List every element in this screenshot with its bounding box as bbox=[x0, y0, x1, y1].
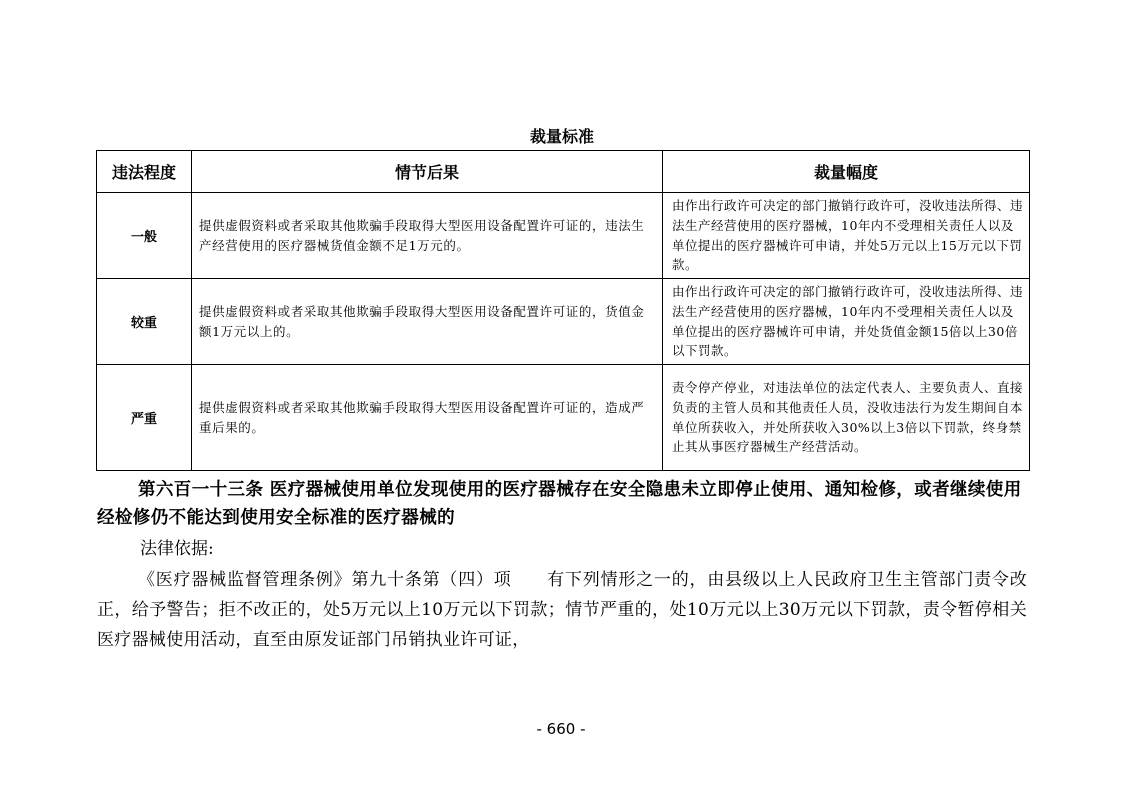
circumstances-cell: 提供虚假资料或者采取其他欺骗手段取得大型医用设备配置许可证的，货值金额1万元以上的。 bbox=[192, 279, 663, 365]
penalty-cell: 由作出行政许可决定的部门撤销行政许可，没收违法所得、违法生产经营使用的医疗器械，10年内不受理相关责任人以及单位提出的医疗器械许可申请，并处5万元以上15万元以下罚款。 bbox=[663, 193, 1030, 279]
article-heading: 第六百一十三条 医疗器械使用单位发现使用的医疗器械存在安全隐患未立即停止使用、通知检修，或者继续使用经检修仍不能达到使用安全标准的医疗器械的 bbox=[97, 480, 1022, 528]
circumstances-cell: 提供虚假资料或者采取其他欺骗手段取得大型医用设备配置许可证的，违法生产经营使用的医疗器械货值金额不足1万元的。 bbox=[192, 193, 663, 279]
page-number: - 660 - bbox=[536, 720, 586, 738]
table-row bbox=[97, 193, 1030, 279]
table-header-row bbox=[97, 151, 1030, 193]
penalty-cell: 责令停产停业，对违法单位的法定代表人、主要负责人、直接负责的主管人员和其他责任人员，没收违法行为发生期间自本单位所获收入，并处所获收入30%以上3倍以下罚款，终身禁止其从事医疗器械生产经营活动。 bbox=[663, 365, 1030, 471]
header-degree: 违法程度 bbox=[97, 151, 192, 193]
degree-cell: 较重 bbox=[97, 279, 192, 365]
degree-cell: 严重 bbox=[97, 365, 192, 471]
legal-basis-text: 《医疗器械监督管理条例》第九十条第（四）项 有下列情形之一的，由县级以上人民政府卫生主管部门责令改正，给予警告；拒不改正的，处5万元以上10万元以下罚款；情节严重的，处10万元以上30万元以下罚款，责令暂停相关医疗器械使用活动，直至由原发证部门吊销执业许可证， bbox=[97, 570, 1027, 650]
table-row bbox=[97, 279, 1030, 365]
discretion-standard-table bbox=[96, 150, 1030, 471]
table-row bbox=[97, 365, 1030, 471]
header-penalty: 裁量幅度 bbox=[663, 151, 1030, 193]
penalty-cell: 由作出行政许可决定的部门撤销行政许可，没收违法所得、违法生产经营使用的医疗器械，10年内不受理相关责任人以及单位提出的医疗器械许可申请，并处货值金额15倍以上30倍以下罚款。 bbox=[663, 279, 1030, 365]
legal-basis-label: 法律依据: bbox=[140, 539, 214, 559]
degree-cell: 一般 bbox=[97, 193, 192, 279]
circumstances-cell: 提供虚假资料或者采取其他欺骗手段取得大型医用设备配置许可证的，造成严重后果的。 bbox=[192, 365, 663, 471]
header-circumstances: 情节后果 bbox=[192, 151, 663, 193]
table-title: 裁量标准 bbox=[529, 127, 594, 146]
